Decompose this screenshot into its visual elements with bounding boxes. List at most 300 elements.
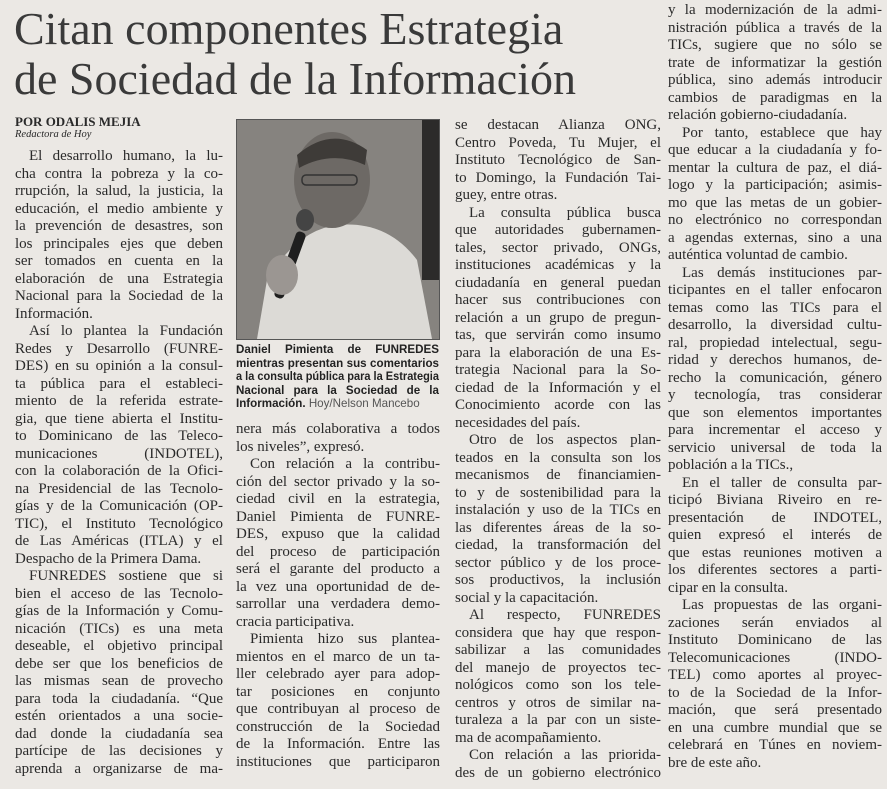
text-line-content: cracia participativa. [236, 613, 355, 630]
text-line [668, 755, 882, 773]
text-line-content: ller celebrado ayer para adop- [236, 666, 440, 682]
text-line-content: ma de acompañamiento. [455, 729, 602, 746]
text-line [668, 352, 882, 370]
text-line [668, 527, 882, 545]
text-line [15, 743, 223, 761]
paragraph [668, 125, 882, 265]
text-line-content: a agendas externas, sino a una [668, 229, 882, 246]
text-line-content: des de un gobierno electrónico [455, 764, 661, 781]
text-line-content: teados en la consulta son los [455, 449, 661, 466]
text-line-content: trategia Nacional para la So- [455, 362, 661, 378]
text-line-content: partícipe de las decisiones y [15, 743, 223, 759]
headline-line-2-text: de Sociedad de la Información [14, 53, 576, 104]
paragraph [236, 421, 440, 456]
text-line-content: las diferentes áreas de la so- [455, 519, 661, 536]
text-line [236, 736, 440, 754]
text-line [236, 421, 440, 439]
text-line-content: mación, que será presentado [668, 702, 882, 718]
text-line [668, 650, 882, 668]
text-line-content: municaciones (INDOTEL), [15, 445, 223, 462]
article-column-3 [455, 117, 661, 782]
paragraph [668, 597, 882, 772]
text-line-content: no electrónico no correspondan [668, 212, 882, 228]
text-line-content: cambios de paradigmas en la [668, 89, 882, 106]
text-line [668, 55, 882, 73]
text-line-content: las mismas sean de provecho [15, 673, 223, 689]
text-line-content: gías de la Información y Comu- [15, 603, 223, 619]
text-line-content: nistración pública a través de la [668, 19, 882, 36]
text-line [455, 625, 661, 643]
text-line [15, 201, 223, 219]
paragraph [668, 475, 882, 598]
text-line [455, 117, 661, 135]
text-line [15, 603, 223, 621]
text-line [668, 562, 882, 580]
text-line-content: dad donde la ciudadanía sea [15, 725, 223, 742]
author-role: Redactora de Hoy [15, 129, 92, 140]
text-line-content: FUNREDES sostiene que si [29, 568, 223, 584]
text-line-content: relación a un grupo de pregun- [455, 309, 661, 326]
text-line [455, 590, 661, 608]
text-line [15, 761, 223, 779]
text-line [455, 712, 661, 730]
text-line-content: Despacho de la Primera Dama. [15, 550, 202, 567]
text-line [15, 183, 223, 201]
text-line-content: cipar en la consulta. [668, 579, 788, 596]
text-line [455, 730, 661, 748]
text-line-content: TIC), el Instituto Tecnológico [15, 515, 223, 532]
text-line-content: la prevención de desastres, son [15, 218, 223, 234]
text-line [236, 456, 440, 474]
text-line-content: auténtica voluntad de cambio. [668, 247, 848, 263]
text-line-content: ción del sector privado y la so- [236, 473, 440, 490]
text-line-content: Con relación a las priorida- [469, 747, 661, 763]
text-line [668, 107, 882, 125]
text-line [455, 537, 661, 555]
text-line [236, 439, 440, 457]
text-line [668, 370, 882, 388]
text-line-content: to de la Sociedad de la Infor- [668, 684, 882, 701]
text-line [15, 411, 223, 429]
text-line-content: nicación (TICs) es una meta [15, 620, 223, 637]
text-line [668, 702, 882, 720]
text-line-content: para toda la ciudadanía. “Que [15, 690, 223, 707]
text-line-content: to Domingo, la Fundación Tai- [455, 169, 661, 186]
text-line [236, 474, 440, 492]
text-line [668, 195, 882, 213]
text-line-content: presentación de INDOTEL, [668, 509, 882, 526]
article-column-2 [236, 421, 440, 771]
byline [15, 114, 225, 141]
text-line [15, 306, 223, 324]
text-line [455, 432, 661, 450]
text-line [236, 596, 440, 614]
paragraph [15, 148, 223, 323]
text-line-content: cha contra la pobreza y la co- [15, 165, 223, 182]
text-line [668, 37, 882, 55]
text-line [15, 586, 223, 604]
text-line-content: servicio universal de toda la [668, 439, 882, 456]
text-line-content: to Dominicano de las Teleco- [15, 428, 223, 444]
text-line [668, 422, 882, 440]
text-line [668, 492, 882, 510]
text-line-content: relación gobierno-ciudadanía. [668, 107, 848, 123]
text-line [455, 485, 661, 503]
text-line [668, 317, 882, 335]
caption-line [236, 357, 439, 371]
text-line [15, 673, 223, 691]
text-line-content: Nacional para la Sociedad de la [15, 288, 223, 304]
text-line [455, 187, 661, 205]
paragraph [15, 568, 223, 778]
text-line [236, 491, 440, 509]
text-line-content: con la colaboración de la Ofici- [15, 463, 223, 479]
text-line-content: bre de este año. [668, 754, 762, 771]
text-line [668, 597, 882, 615]
paragraph [455, 117, 661, 205]
text-line [668, 300, 882, 318]
text-line [455, 222, 661, 240]
text-line-content: En el taller de consulta par- [682, 474, 882, 491]
text-line [668, 615, 882, 633]
paragraph [15, 323, 223, 568]
text-line [15, 656, 223, 674]
text-line [15, 621, 223, 639]
text-line-content: El desarrollo humano, la lu- [29, 148, 223, 164]
text-line-content: sos productivos, la inclusión [455, 572, 661, 588]
text-line [15, 691, 223, 709]
text-line [668, 247, 882, 265]
text-line-content: celebrará en Túnes en noviem- [668, 737, 882, 753]
text-line [455, 607, 661, 625]
text-line-content: pública, sino además introducir [668, 72, 882, 88]
text-line-content: Daniel Pimienta de FUNRE- [236, 508, 440, 525]
text-line-content: instituciones que participaron [236, 753, 440, 770]
text-line-content: instalación y uso de la TICs en [455, 502, 661, 518]
text-line [455, 467, 661, 485]
text-line-content: nológicos como son los tele- [455, 677, 661, 693]
text-line [455, 572, 661, 590]
text-line [15, 166, 223, 184]
text-line [455, 292, 661, 310]
headline-line-1 [14, 4, 650, 54]
text-line-content: zaciones serán enviados al [668, 614, 882, 631]
text-line [15, 446, 223, 464]
headline-line-2 [14, 54, 650, 104]
text-line [15, 481, 223, 499]
text-line-content: ciedad, la transformación del [455, 537, 661, 553]
text-line [455, 642, 661, 660]
text-line [668, 387, 882, 405]
text-line [236, 561, 440, 579]
text-line [15, 516, 223, 534]
author-name: POR ODALIS MEJIA [15, 114, 141, 129]
speaker-photo-illustration [237, 120, 439, 339]
text-line [668, 720, 882, 738]
text-line [455, 152, 661, 170]
text-line [668, 177, 882, 195]
text-line-content: ciedad civil en la estrategia, [236, 491, 440, 507]
text-line-content: tas, que servirán como insumo [455, 327, 661, 343]
text-line-content: guey, entre otras. [455, 187, 558, 203]
text-line-content: considera que hay que respon- [455, 624, 661, 641]
text-line [455, 257, 661, 275]
text-line-content: que autoridades gubernamen- [455, 222, 661, 238]
text-line [15, 236, 223, 254]
text-line [236, 579, 440, 597]
text-line [668, 667, 882, 685]
text-line [236, 631, 440, 649]
text-line [236, 719, 440, 737]
text-line-content: ser tomados en cuenta en la [15, 253, 223, 269]
text-line [15, 393, 223, 411]
text-line-content: nera más colaborativa a todos [236, 421, 440, 437]
text-line [455, 380, 661, 398]
text-line [236, 544, 440, 562]
text-line [15, 428, 223, 446]
text-line-content: deseable, el objetivo principal [15, 638, 223, 654]
text-line-content: Las propuestas de las organi- [682, 597, 882, 613]
text-line [668, 685, 882, 703]
text-line [236, 526, 440, 544]
text-line-content: mentar la cultura de paz, el diá- [668, 159, 882, 176]
paragraph [455, 205, 661, 433]
text-line-content: población a la TICs., [668, 457, 794, 473]
text-line [668, 160, 882, 178]
text-line [455, 660, 661, 678]
text-line [668, 580, 882, 598]
text-line [455, 170, 661, 188]
paragraph [668, 2, 882, 125]
text-line-content: na Presidencial de las Tecnolo- [15, 480, 223, 497]
text-line-content: los principales ejes que deben [15, 235, 223, 252]
text-line-content: Por tanto, establece que hay [682, 124, 882, 141]
caption-line [236, 397, 439, 411]
paragraph [236, 456, 440, 631]
text-line [236, 614, 440, 632]
text-line-content: y la modernización de la admi- [668, 2, 882, 18]
text-line-content: que contribuyan al proceso de [236, 701, 440, 717]
text-line-content: sarrollar una verdadera demo- [236, 596, 440, 612]
text-line [455, 240, 661, 258]
text-line-content: Redes y Desarrollo (FUNRE- [15, 340, 223, 357]
text-line-content: y tecnología, tras considerar [668, 387, 882, 403]
text-line [668, 125, 882, 143]
paragraph [455, 432, 661, 607]
text-line [15, 726, 223, 744]
text-line-content: mo que las metas de un gobier- [668, 194, 882, 211]
text-line [668, 265, 882, 283]
text-line-content: del proceso de participación [236, 543, 440, 560]
text-line-content: será el garante del producto a [236, 561, 440, 577]
text-line [15, 341, 223, 359]
text-line [236, 649, 440, 667]
text-line-content: Al respecto, FUNREDES [469, 607, 661, 623]
paragraph [236, 631, 440, 771]
text-line-content: la vez una oportunidad de de- [236, 578, 440, 595]
caption-line [236, 384, 439, 398]
text-line [668, 212, 882, 230]
text-line-content: los diferentes sectores a parti- [668, 562, 882, 578]
text-line-content: mecanismos de financiamien- [455, 467, 661, 483]
text-line-content: elaboración de una Estrategia [15, 270, 223, 287]
text-line-content: sector público y de los proce- [455, 554, 661, 571]
text-line [455, 362, 661, 380]
text-line-content: gia, que tiene abierta el Institu- [15, 410, 223, 427]
caption-line-text: Daniel Pimienta de FUNREDES [236, 343, 439, 356]
text-line-content: Centro Poveda, Tu Mujer, el [455, 134, 661, 151]
text-line [236, 701, 440, 719]
text-line [15, 218, 223, 236]
text-line-content: necesidades del país. [455, 414, 581, 431]
caption-line-text: a la consulta pública para la Estrategia [236, 370, 439, 383]
text-line-content: TEL) como aportes al proyec- [668, 667, 882, 683]
text-line [15, 551, 223, 569]
text-line-content: instituciones académicas y la [455, 257, 661, 273]
text-line [15, 708, 223, 726]
text-line [668, 440, 882, 458]
text-line-content: DES) en su opinión a la consul- [15, 358, 223, 374]
text-line-content: rrupción, la salud, la justicia, la [15, 183, 223, 199]
text-line [668, 90, 882, 108]
text-line-content: debe ser que los beneficios de [15, 655, 223, 672]
text-line-content: desarrollo, la diversidad cultu- [668, 317, 882, 333]
text-line-content: ticipantes en el taller enfocaron [668, 282, 882, 298]
text-line [455, 747, 661, 765]
text-line-content: mientos en el marco de un ta- [236, 648, 440, 665]
paragraph [455, 607, 661, 747]
photo-credit: Hoy/Nelson Mancebo [308, 397, 420, 410]
text-line-content: educación, el medio ambiente y [15, 200, 223, 217]
text-line-content: ridad y derechos humanos, de- [668, 352, 882, 368]
text-line-content: recho la comunicación, género [668, 369, 882, 386]
text-line [668, 230, 882, 248]
text-line [15, 288, 223, 306]
text-line [455, 677, 661, 695]
paragraph [455, 747, 661, 782]
caption-line-group [236, 397, 420, 411]
text-line [15, 638, 223, 656]
text-line [455, 450, 661, 468]
text-line [455, 415, 661, 433]
caption-line [236, 343, 439, 357]
text-line [668, 475, 882, 493]
text-line [236, 509, 440, 527]
text-line [455, 327, 661, 345]
text-line [668, 20, 882, 38]
text-line [236, 666, 440, 684]
article-column-4 [668, 2, 882, 772]
text-line-content: tar posiciones en conjunto [236, 683, 440, 700]
text-line [455, 345, 661, 363]
text-line-content: Información. [15, 305, 93, 322]
text-line-content: trate de informatizar la gestión [668, 54, 882, 71]
text-line [455, 555, 661, 573]
text-line-content: tales, sector privado, ONGs, [455, 239, 661, 256]
caption-line-text: mientras presentan sus comentarios [236, 356, 439, 370]
text-line-content: Con relación a la contribu- [250, 456, 440, 472]
text-line-content: to y de sostenibilidad para la [455, 484, 661, 501]
text-line [236, 754, 440, 772]
text-line-content: los niveles”, expresó. [236, 438, 365, 455]
text-line-content: se destacan Alianza ONG, [455, 117, 661, 133]
text-line-content: DES, expuso que la calidad [236, 526, 440, 542]
text-line-content: para incrementar el acceso y [668, 422, 882, 438]
text-line-content: ta pública para el estableci- [15, 375, 223, 392]
text-line-content: La consulta pública busca [469, 204, 661, 221]
text-line [668, 72, 882, 90]
text-line-content: Instituto Dominicano de las [668, 632, 882, 648]
text-line [668, 737, 882, 755]
text-line [455, 205, 661, 223]
caption-line [236, 370, 439, 384]
text-line-content: Así lo plantea la Fundación [29, 323, 223, 339]
text-line [668, 545, 882, 563]
text-line [15, 463, 223, 481]
text-line [455, 275, 661, 293]
text-line [15, 376, 223, 394]
text-line-content: logo y la participación; asimis- [668, 177, 882, 193]
text-line [15, 533, 223, 551]
text-line-content: temas como las TICs para el [668, 299, 882, 316]
text-line-content: de Las Américas (ITLA) y el [15, 533, 223, 549]
text-line-content: que educar a la ciudadanía y fo- [668, 142, 882, 158]
caption-line-text: Nacional para la Sociedad de la [236, 383, 439, 397]
paragraph [668, 265, 882, 475]
article-photo [236, 119, 440, 340]
text-line [455, 502, 661, 520]
text-line-content: que estas reuniones motiven a [668, 544, 882, 561]
text-line [668, 632, 882, 650]
text-line-content: ciudadanía en general puedan [455, 274, 661, 291]
text-line [668, 335, 882, 353]
text-line-content: para la elaboración de una Es- [455, 344, 661, 361]
text-line-content: sabilizar a las comunidades [455, 642, 661, 658]
text-line [15, 253, 223, 271]
photo-caption [236, 343, 439, 411]
text-line-content: Las demás instituciones par- [682, 264, 882, 281]
text-line-content: que son elementos importantes [668, 404, 882, 421]
text-line-content: aprenda a organizarse de ma- [15, 760, 223, 777]
text-line [668, 510, 882, 528]
text-line-content: bien el acceso de las Tecnolo- [15, 585, 223, 602]
text-line [15, 498, 223, 516]
text-line-content: social y la capacitación. [455, 589, 599, 606]
text-line-content: Otro de los aspectos plan- [469, 432, 661, 448]
text-line [455, 310, 661, 328]
text-line-content: en una cumbre mundial que se [668, 719, 882, 736]
text-line [455, 765, 661, 783]
text-line-content: Instituto Tecnológico de San- [455, 152, 661, 168]
text-line-content: Telecomunicaciones (INDO- [668, 649, 882, 666]
text-line-content: ciedad de la Información y el [455, 379, 661, 396]
caption-line-text: Información. [236, 397, 306, 410]
text-line-content: Conocimiento acorde con las [455, 397, 661, 413]
text-line [15, 323, 223, 341]
text-line-content: de la Información. Entre las [236, 736, 440, 752]
article-column-1 [15, 148, 223, 778]
text-line-content: turaleza a la par con un siste- [455, 712, 661, 728]
text-line-content: Pimienta hizo sus plantea- [250, 631, 440, 647]
text-line [668, 282, 882, 300]
text-line-content: ticipó Biviana Riveiro en re- [668, 492, 882, 508]
text-line [15, 568, 223, 586]
headline [14, 4, 650, 104]
text-line-content: ral, propiedad intelectual, segu- [668, 334, 882, 351]
text-line [455, 520, 661, 538]
text-line [236, 684, 440, 702]
text-line-content: quien expresó el interés de [668, 527, 882, 543]
